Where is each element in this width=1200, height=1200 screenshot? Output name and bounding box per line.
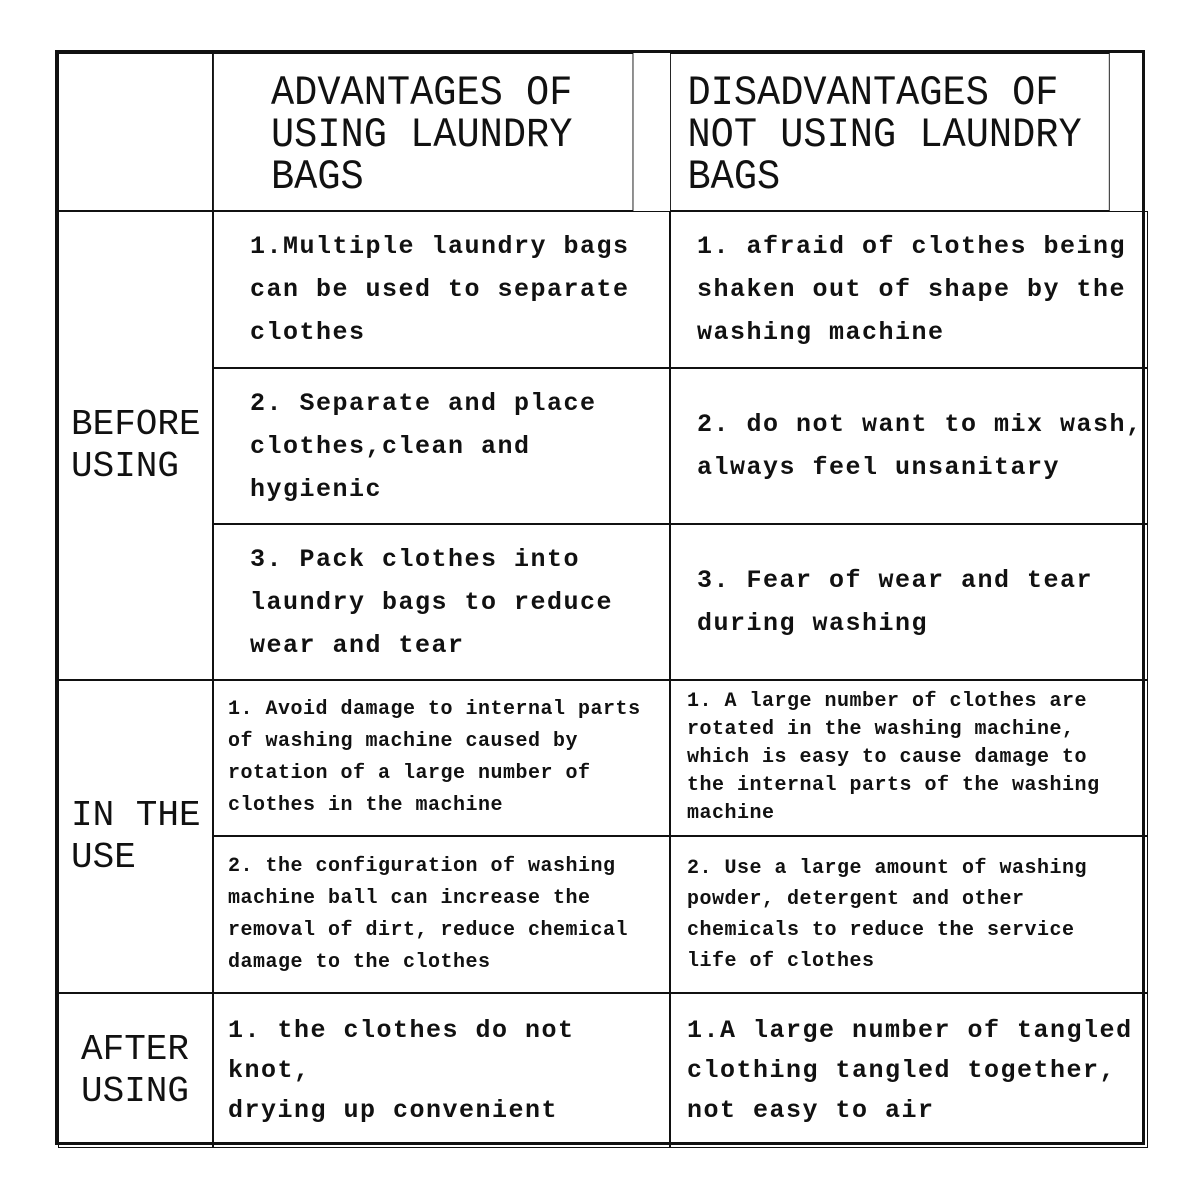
advantage-cell: 2. Separate and place clothes,clean and hygienic [213,368,670,524]
header-advantages: ADVANTAGES OF USING LAUNDRY BAGS [213,53,633,211]
advantage-cell: 1.Multiple laundry bags can be used to separate clothes [213,211,670,368]
section-in-the-use: IN THE USE [58,680,213,993]
section-after-using: AFTER USING [58,993,213,1148]
disadvantage-cell: 2. Use a large amount of washing powder, detergent and other chemicals to reduce the service life of clothes [670,836,1148,993]
header-disadvantages: DISADVANTAGES OF NOT USING LAUNDRY BAGS [670,53,1110,211]
advantage-cell: 1. the clothes do not knot, drying up convenient [213,993,670,1148]
disadvantage-cell: 2. do not want to mix wash, always feel unsanitary [670,368,1148,524]
advantage-cell: 2. the configuration of washing machine ball can increase the removal of dirt, reduce chemical damage to the clothes [213,836,670,993]
advantage-cell: 3. Pack clothes into laundry bags to reduce wear and tear [213,524,670,680]
disadvantage-cell: 3. Fear of wear and tear during washing [670,524,1148,680]
disadvantage-cell: 1. afraid of clothes being shaken out of shape by the washing machine [670,211,1148,368]
comparison-table [55,50,1145,1145]
corner-cell [58,53,213,211]
section-before-using: BEFORE USING [58,211,213,680]
disadvantage-cell: 1. A large number of clothes are rotated in the washing machine, which is easy to cause damage to the internal parts of the washing machine [670,680,1148,836]
disadvantage-cell: 1.A large number of tangled clothing tangled together, not easy to air [670,993,1148,1148]
advantage-cell: 1. Avoid damage to internal parts of washing machine caused by rotation of a large number of clothes in the machine [213,680,670,836]
